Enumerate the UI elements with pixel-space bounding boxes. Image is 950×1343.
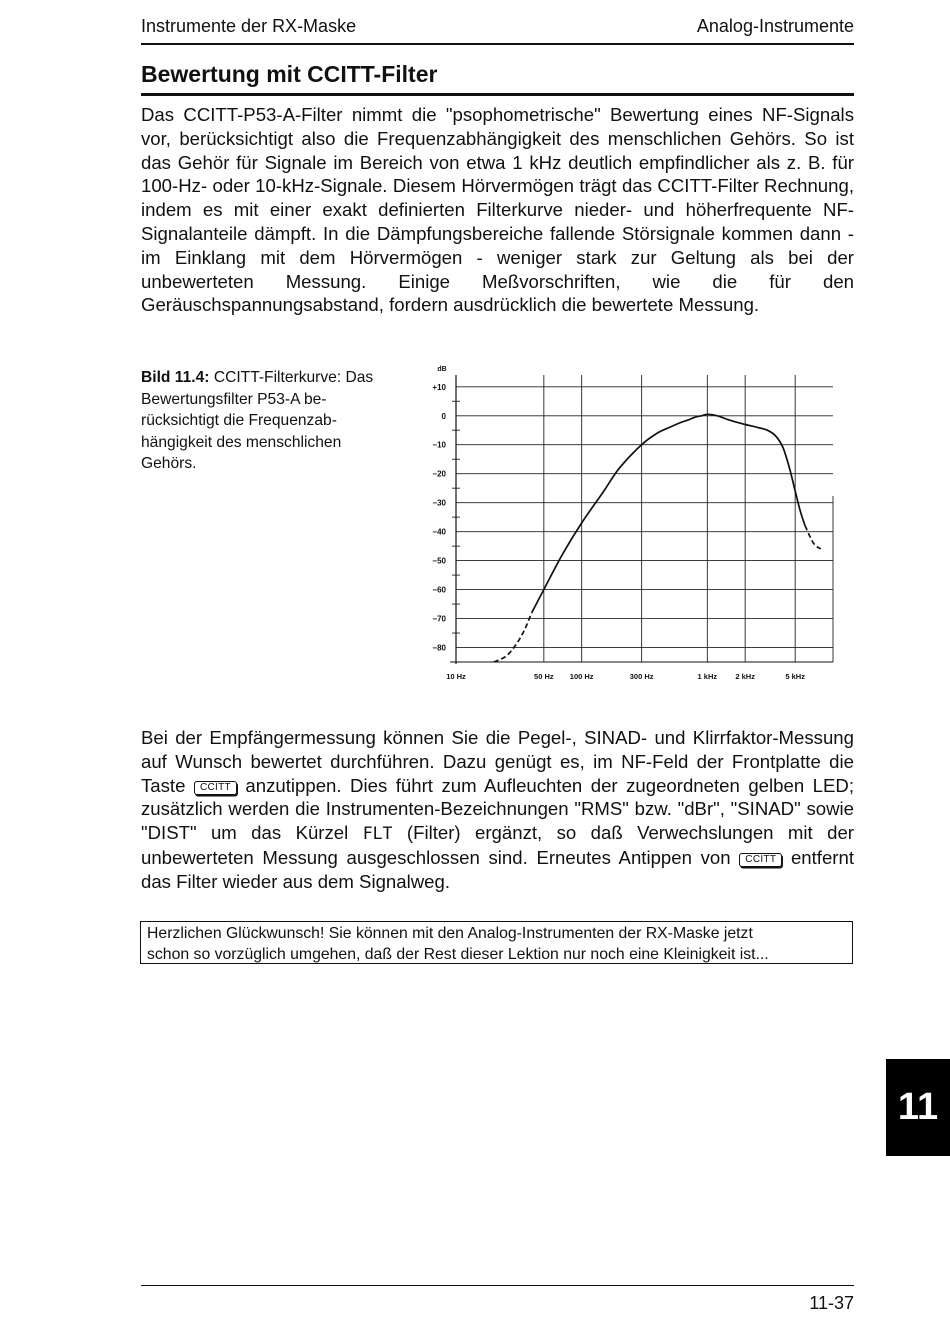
running-header	[141, 16, 854, 42]
x-tick-label: 300 Hz	[629, 672, 654, 681]
congratulations-note	[140, 921, 853, 964]
filter-curve-dashed-0	[494, 613, 532, 662]
x-tick-label: 50 Hz	[534, 672, 554, 681]
header-rule	[141, 43, 854, 45]
y-tick-label: −20	[432, 469, 446, 479]
title-rule	[141, 93, 854, 96]
y-tick-label: −80	[432, 643, 446, 653]
flt-code: FLT	[362, 824, 393, 844]
y-tick-label: −10	[432, 440, 446, 450]
y-axis-label: dB	[437, 366, 447, 373]
usage-paragraph	[141, 726, 854, 894]
y-tick-label: −40	[432, 527, 446, 537]
usage-text-2: anzutippen. Dies führt zum Aufleuchten der zugeordneten gelben LED; zusätzlich werden die Instrumenten-Bezeichnungen "RMS" bzw. "dBr", "SINAD" sowie "DIST" um das Kürzel	[141, 774, 854, 844]
x-tick-label: 1 kHz	[697, 672, 718, 681]
header-chapter-title: Instrumente der RX-Maske	[141, 16, 357, 36]
usage-text-3: (Filter) ergänzt, so daß Verwechslungen mit der unbewerteten Messung ausgeschlossen sind. Erneutes Antippen von	[141, 822, 854, 868]
ccitt-key-2: CCITT	[739, 853, 782, 867]
y-tick-label: 0	[441, 411, 446, 421]
intro-paragraph: Das CCITT-P53-A-Filter nimmt die "psophometrische" Bewertung eines NF-Signals vor, berücksichtigt also die Frequenzabhängigkeit des menschlichen Gehörs. So ist das Gehör für Signale im Bereich von etwa 1 kHz deutlich empfindlicher als z. B. für 100-Hz- oder 10-kHz-Signale. Diesem Hörvermögen trägt das CCITT-Filter Rechnung, indem es mit einer exakt definierten Filterkurve nieder- und höherfrequente NF-Signalanteile dämpft. In die Dämpfungsbereiche fallende Störsignale kommen dann - im Einklang mit dem Hörvermögen - weniger stark zur Geltung als bei der unbewerteten Messung. Einige Meßvorschriften, wie die für den Geräuschspannungsabstand, fordern ausdrücklich die bewertete Messung.	[141, 104, 854, 316]
figure-caption	[141, 367, 397, 475]
filter-curve-dashed-2	[805, 526, 821, 549]
x-tick-label: 10 Hz	[446, 672, 466, 681]
y-tick-label: −70	[432, 614, 446, 624]
footer-rule	[141, 1285, 854, 1286]
filter-curve-solid-1	[532, 414, 805, 613]
ccitt-key: CCITT	[194, 781, 237, 795]
section-title: Bewertung mit CCITT-Filter	[141, 61, 438, 87]
figure-label: Bild 11.4:	[141, 369, 210, 386]
usage-text-4: entfernt das Filter wieder aus dem Signalweg.	[141, 846, 854, 892]
header-section-title: Analog-Instrumente	[696, 16, 854, 36]
y-tick-label: +10	[432, 382, 446, 392]
y-tick-label: −50	[432, 556, 446, 566]
x-tick-label: 2 kHz	[735, 672, 755, 681]
figure-caption-text: CCITT-Filterkurve: Das Bewertungsfilter P53-A berücksichtigt die Frequenzabhängigkeit des menschlichen Gehörs.	[141, 369, 374, 472]
x-tick-label: 5 kHz	[785, 672, 805, 681]
y-tick-label: −60	[432, 585, 446, 595]
note-line-2: schon so vorzüglich umgehen, daß der Rest dieser Lektion nur noch eine Kleinigkeit ist...	[147, 946, 769, 963]
ccitt-filter-chart	[410, 360, 850, 690]
chapter-tab: 11	[886, 1059, 950, 1156]
x-tick-label: 100 Hz	[569, 672, 594, 681]
page-number: 11-37	[809, 1293, 854, 1313]
usage-text-1: Bei der Empfängermessung können Sie die Pegel-, SINAD- und Klirrfaktor-Messung auf Wunsch bewertet durchführen. Dazu genügt es, im NF-Feld der Frontplatte die Taste	[141, 727, 854, 796]
y-tick-label: −30	[432, 498, 446, 508]
note-line-1: Herzlichen Glückwunsch! Sie können mit den Analog-Instrumenten der RX-Maske jetzt	[147, 925, 753, 942]
